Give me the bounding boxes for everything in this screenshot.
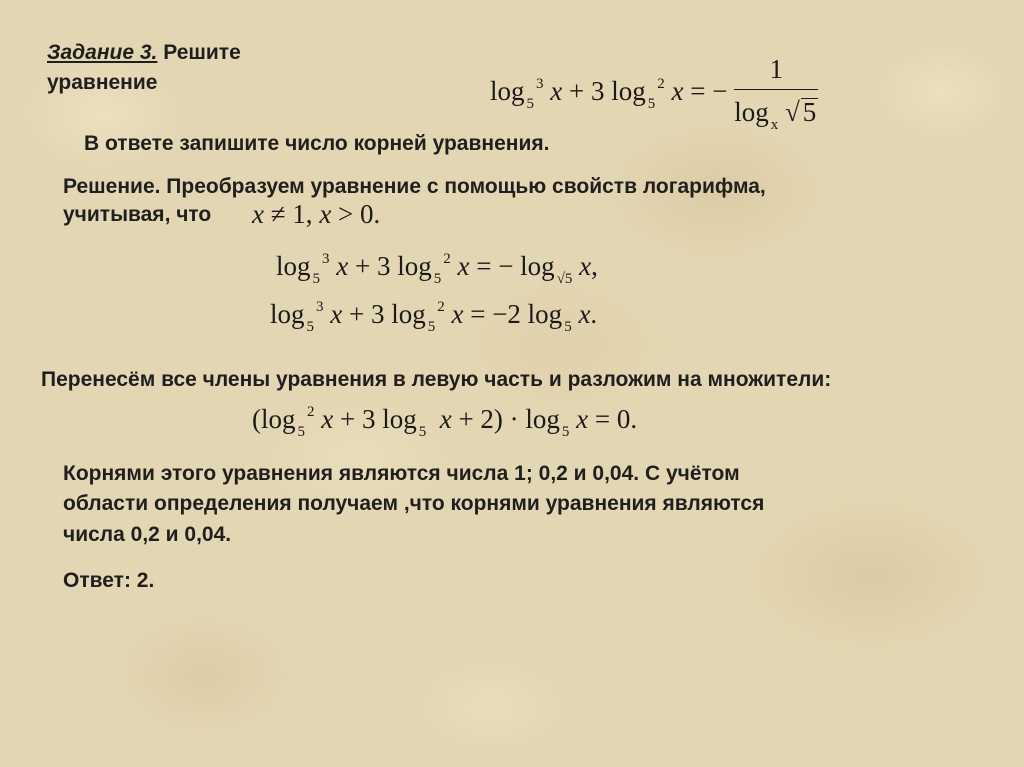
task-heading [47,38,241,67]
solution-intro-line1: Решение. Преобразуем уравнение с помощью свойств логарифма, [63,175,766,198]
equation-step-1: log $_5^3$ x + 3 log $_5^2$ x = − log $_{√5}$ x, [276,251,598,287]
roots-line-3: числа 0,2 и 0,04. [63,523,232,546]
move-terms-text: Перенесём все члены уравнения в левую часть и разложим на множители: [41,368,832,391]
roots-line-2: области определения получаем ,что корнями уравнения являются [63,492,765,515]
task-title-line2: уравнение [47,71,158,94]
solution-intro-line2: учитывая, что [63,203,212,226]
domain-condition: x ≠ 1, x > 0. [252,199,381,229]
equation-step-2: log $_5^3$ x + 3 log $_5^2$ x = −2 log $_5$ x. [270,299,598,335]
task-instruction: В ответе запишите число корней уравнения. [84,132,550,155]
roots-line-1: Корнями этого уравнения являются числа 1; 0,2 и 0,04. С учётом [63,462,740,485]
task-label: Задание 3. [47,41,158,64]
answer: Ответ: 2. [63,569,155,592]
factored-equation: (log $_5^2$ x + 3 log $_5$ x + 2) · log $_5$ x = 0. [252,404,638,440]
main-equation: log $_5^3$ x + 3 log $_5^2$ x = − $\frac{1}{\log _x √ 5}$ [490,54,817,133]
task-title: Решите [157,41,241,64]
